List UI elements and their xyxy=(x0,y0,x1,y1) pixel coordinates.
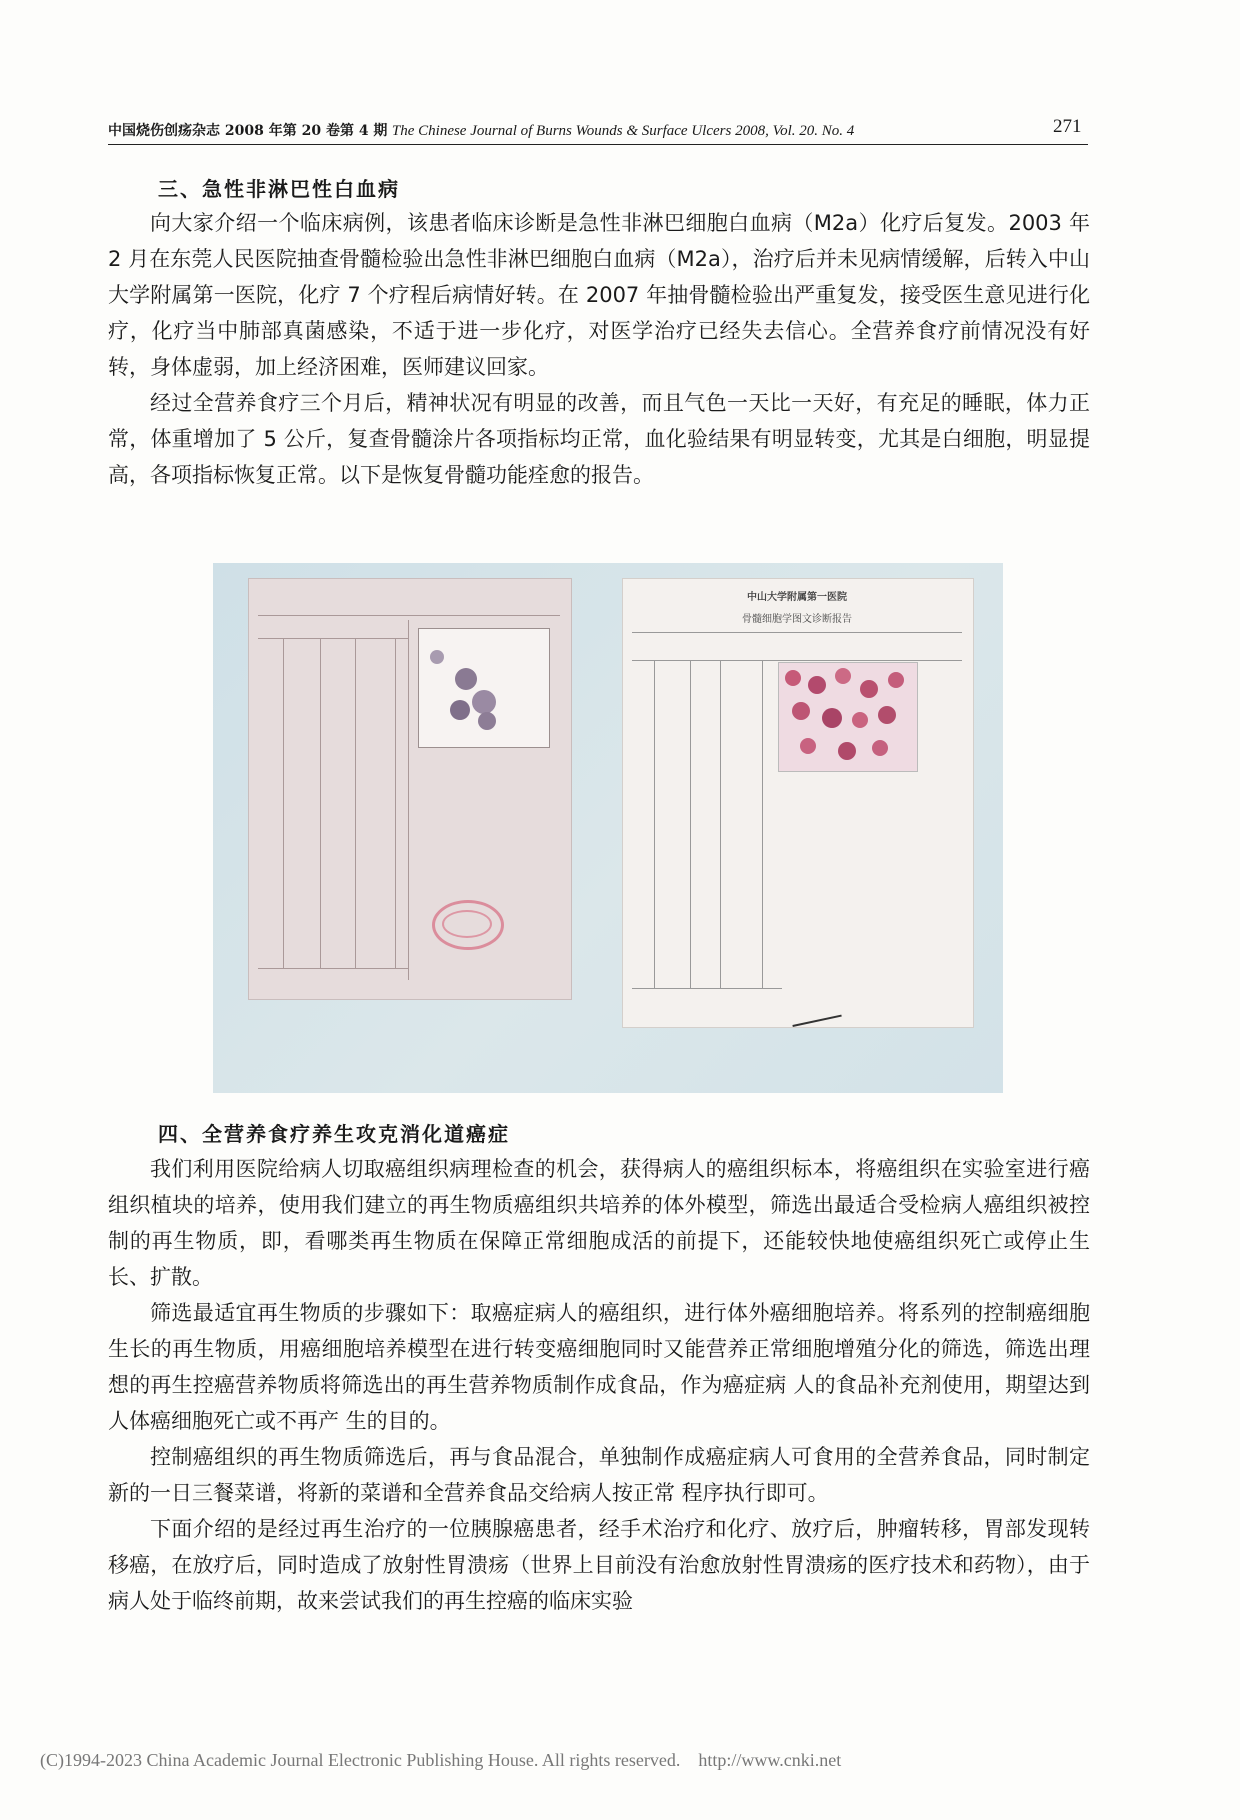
table-rule xyxy=(283,638,284,968)
cell-image xyxy=(860,680,878,698)
journal-title-en: The Chinese Journal of Burns Wounds & Surface Ulcers 2008, Vol. 20. No. 4 xyxy=(391,123,855,139)
table-rule xyxy=(762,660,763,988)
hospital-stamp-inner xyxy=(442,910,492,938)
bone-marrow-report-right xyxy=(622,578,974,1028)
table-rule xyxy=(720,660,721,988)
cell-image xyxy=(450,700,470,720)
cell-image xyxy=(792,702,810,720)
cell-image xyxy=(852,712,868,728)
table-rule xyxy=(258,638,408,639)
section-3-body xyxy=(108,205,1090,493)
cell-image xyxy=(455,668,477,690)
paragraph: 控制癌组织的再生物质筛选后，再与食品混合，单独制作成癌症病人可食用的全营养食品，同时制定新的一日三餐菜谱，将新的菜谱和全营养食品交给病人按正常 程序执行即可。 xyxy=(108,1445,1090,1505)
cell-image xyxy=(472,690,496,714)
cell-image xyxy=(835,668,851,684)
report-hospital-name: 中山大学附属第一医院 xyxy=(747,592,847,603)
cell-image xyxy=(430,650,444,664)
section-4-body xyxy=(108,1151,1090,1619)
cell-image xyxy=(808,676,826,694)
paragraph: 经过全营养食疗三个月后，精神状况有明显的改善，而且气色一天比一天好，有充足的睡眠，体力正常，体重增加了 5 公斤，复查骨髓涂片各项指标均正常，血化验结果有明显转变，尤其是白细胞，明显提高，各项指标恢复正常。以下是恢复骨髓功能痊愈的报告。 xyxy=(108,391,1090,487)
table-rule xyxy=(320,638,321,968)
table-rule xyxy=(654,660,655,988)
paragraph: 筛选最适宜再生物质的步骤如下：取癌症病人的癌组织，进行体外癌细胞培养。将系列的控制癌细胞生长的再生物质，用癌细胞培养模型在进行转变癌细胞同时又能营养正常细胞增殖分化的筛选，筛选出理想的再生控癌营养物质将筛选出的再生营养物质制作成食品，作为癌症病 人的食品补充剂使用，期望达到人体癌细胞死亡或不再产 生的目的。 xyxy=(108,1301,1090,1433)
copyright-footer xyxy=(40,1750,841,1771)
table-rule xyxy=(355,638,356,968)
microscope-image-left xyxy=(418,628,550,748)
table-rule xyxy=(258,615,560,616)
table-rule xyxy=(690,660,691,988)
cell-image xyxy=(878,706,896,724)
table-rule xyxy=(395,638,396,968)
copyright-text: (C)1994-2023 China Academic Journal Electronic Publishing House. All rights reserved. xyxy=(40,1750,681,1770)
header-rule xyxy=(108,144,1088,145)
report-title: 骨髓细胞学图文诊断报告 xyxy=(742,614,852,625)
section-heading-3: 三、急性非淋巴性白血病 xyxy=(158,177,400,201)
cell-image xyxy=(478,712,496,730)
table-rule xyxy=(632,660,962,661)
cell-image xyxy=(800,738,816,754)
cnki-url: http://www.cnki.net xyxy=(698,1750,842,1770)
section-heading-4: 四、全营养食疗养生攻克消化道癌症 xyxy=(158,1122,510,1146)
cell-image xyxy=(872,740,888,756)
table-rule xyxy=(408,620,409,980)
running-header xyxy=(108,122,1088,140)
cell-image xyxy=(838,742,856,760)
table-rule xyxy=(632,988,782,989)
paragraph: 向大家介绍一个临床病例，该患者临床诊断是急性非淋巴细胞白血病（M2a）化疗后复发。2003 年 2 月在东莞人民医院抽查骨髓检验出急性非淋巴细胞白血病（M2a），治疗后并未见病情缓解，后转入中山大学附属第一医院，化疗 7 个疗程后病情好转。在 2007 年抽骨髓检验出严重复发，接受医生意见进行化疗，化疗当中肺部真菌感染，不适于进一步化疗，对医学治疗已经失去信心。全营养食疗前情况没有好转，身体虚弱，加上经济困难，医师建议回家。 xyxy=(108,211,1090,379)
paragraph: 下面介绍的是经过再生治疗的一位胰腺癌患者，经手术治疗和化疗、放疗后，肿瘤转移，胃部发现转移癌，在放疗后，同时造成了放射性胃溃疡（世界上目前没有治愈放射性胃溃疡的医疗技术和药物），由于病人处于临终前期，故来尝试我们的再生控癌的临床实验 xyxy=(108,1517,1090,1613)
paragraph: 我们利用医院给病人切取癌组织病理检查的机会，获得病人的癌组织标本，将癌组织在实验室进行癌组织植块的培养，使用我们建立的再生物质癌组织共培养的体外模型，筛选出最适合受检病人癌组织被控制的再生物质，即，看哪类再生物质在保障正常细胞成活的前提下，还能较快地使癌组织死亡或停止生长、扩散。 xyxy=(108,1157,1090,1289)
journal-title-cn: 中国烧伤创疡杂志 2008 年第 20 卷第 4 期 xyxy=(108,123,388,139)
table-rule xyxy=(632,632,962,633)
cell-image xyxy=(785,670,801,686)
table-rule xyxy=(258,968,408,969)
cell-image xyxy=(822,708,842,728)
page-number: 271 xyxy=(1053,116,1082,137)
cell-image xyxy=(888,672,904,688)
